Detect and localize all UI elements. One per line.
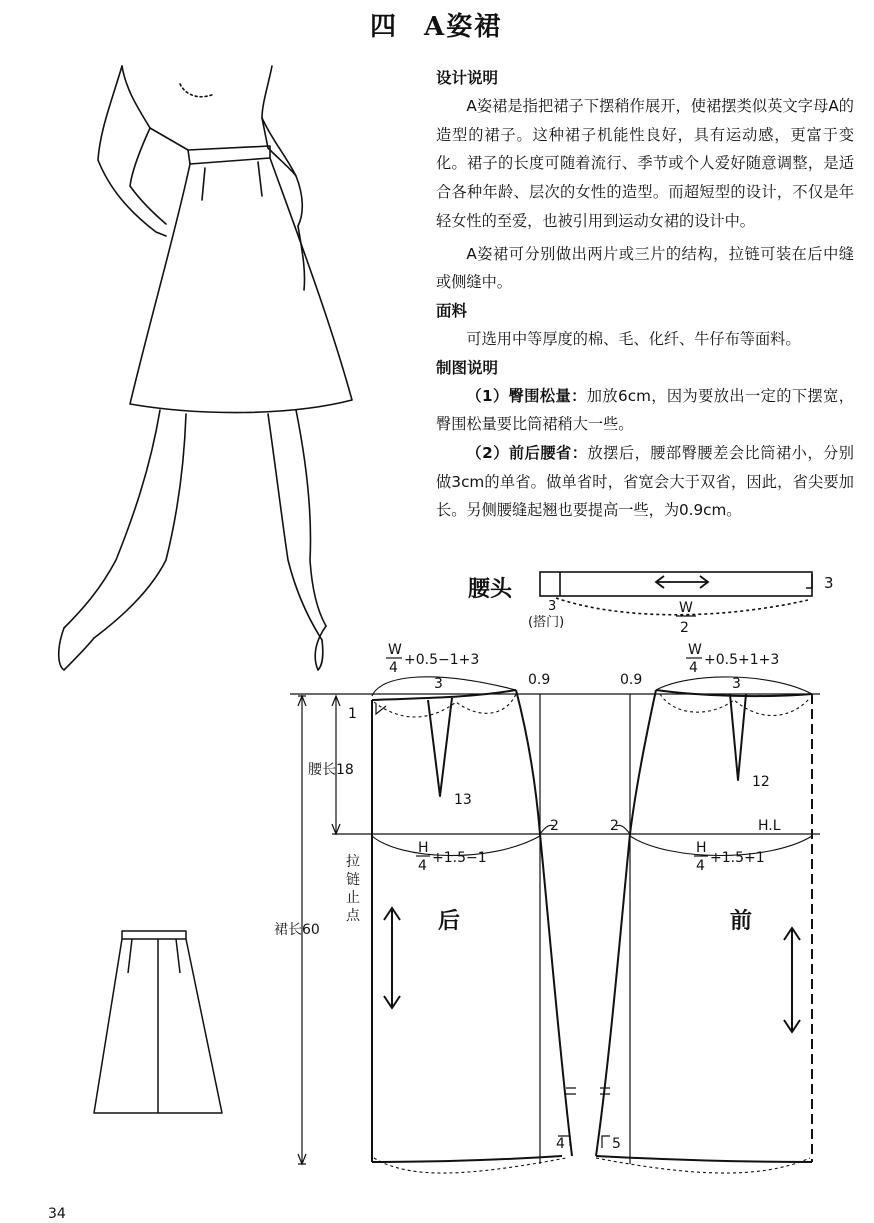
zipper-char-1: 拉 <box>346 854 360 870</box>
page-number: 34 <box>48 1206 66 1222</box>
drafting-item-2-label: （2）前后腰省： <box>466 444 588 463</box>
zipper-char-4: 点 <box>346 908 360 924</box>
back-hip-formula-den: 4 <box>418 858 427 874</box>
back-hem-raise: 4 <box>556 1136 565 1152</box>
back-dart-length: 13 <box>454 792 472 808</box>
waistband-width: 3 <box>824 574 834 592</box>
design-paragraph-1: A姿裙是指把裙子下摆稍作展开，使裙摆类似英文字母A的造型的裙子。这种裙子机能性良好，具有运动感，更富于变化。裙子的长度可随着流行、季节或个人爱好随意调整，是适合各种年龄、层次的女性的造型。而超短型的设计，不仅是年轻女性的至爱，也被引用到运动女裙的设计中。 <box>436 97 854 230</box>
back-cb-drop: 1 <box>348 706 357 722</box>
grain-arrow-icon <box>656 576 708 588</box>
section-title: A姿裙 <box>424 12 503 42</box>
back-waist-formula-den: 4 <box>389 660 398 676</box>
zipper-char-3: 止 <box>346 890 360 906</box>
waistband-label: 腰头 <box>468 577 513 602</box>
design-paragraph-2: A姿裙可分别做出两片或三片的结构，拉链可装在后中缝或侧缝中。 <box>436 244 854 292</box>
back-raise: 0.9 <box>528 672 551 688</box>
back-hip-formula-num: H <box>418 840 429 856</box>
section-number: 四 <box>370 12 399 42</box>
design-heading: 设计说明 <box>436 69 499 87</box>
front-waist-formula-den: 4 <box>689 660 698 676</box>
front-hip-formula-den: 4 <box>696 858 705 874</box>
front-raise: 0.9 <box>620 672 643 688</box>
front-waist-formula-num: W <box>688 642 702 658</box>
skirt-flat-sketch <box>80 925 240 1120</box>
back-waist-formula-num: W <box>388 642 402 658</box>
drafting-item-1-label: （1）臀围松量： <box>466 386 587 405</box>
drafting-item-1 <box>436 382 854 439</box>
front-hip-point: 2 <box>610 818 619 834</box>
back-waist-formula-suffix: +0.5−1+3 <box>404 652 480 668</box>
drafting-item-2 <box>436 439 854 525</box>
back-panel-label: 后 <box>438 909 461 934</box>
back-grain-arrow-icon <box>384 908 400 1008</box>
front-waist-formula-suffix: +0.5+1+3 <box>704 652 780 668</box>
front-hem-raise: 5 <box>612 1136 621 1152</box>
waist-length-label: 腰长18 <box>308 762 354 778</box>
back-hip-formula-suffix: +1.5−1 <box>432 850 487 866</box>
waistband-frac-top: W <box>679 600 693 616</box>
front-grain-arrow-icon <box>784 928 800 1032</box>
drafting-item-1-text: 加放6cm，因为要放出一定的下摆宽，臀围松量要比筒裙稍大一些。 <box>436 386 854 434</box>
waistband-frac-bottom: 2 <box>680 620 689 636</box>
front-dart-width: 3 <box>732 676 741 692</box>
hip-line-label: H.L <box>758 818 781 834</box>
skirt-length-label: 裙长60 <box>274 922 320 938</box>
waistband-overlap-value: 3 <box>548 599 557 614</box>
front-hip-formula-suffix: +1.5+1 <box>710 850 765 866</box>
drafting-heading: 制图说明 <box>436 358 499 377</box>
waistband-diagram <box>460 560 870 640</box>
pattern-diagram <box>270 636 870 1176</box>
front-hip-formula-num: H <box>696 840 707 856</box>
description-column <box>436 64 854 525</box>
front-panel-label: 前 <box>730 909 753 934</box>
zipper-char-2: 链 <box>346 872 360 888</box>
fabric-paragraph: 可选用中等厚度的棉、毛、化纤、牛仔布等面料。 <box>466 329 801 348</box>
front-dart-length: 12 <box>752 774 770 790</box>
fabric-heading: 面料 <box>436 301 468 320</box>
figure-illustration <box>0 0 430 690</box>
back-hip-point: 2 <box>550 818 559 834</box>
waistband-overlap-label: (搭门) <box>528 615 565 630</box>
back-dart-width: 3 <box>434 676 443 692</box>
drafting-item-2-text: 放摆后，腰部臀腰差会比筒裙小，分别做3cm的单省。做单省时，省宽会大于双省，因此，省尖要加长。另侧腰缝起翘也要提高一些，为0.9cm。 <box>436 444 854 520</box>
